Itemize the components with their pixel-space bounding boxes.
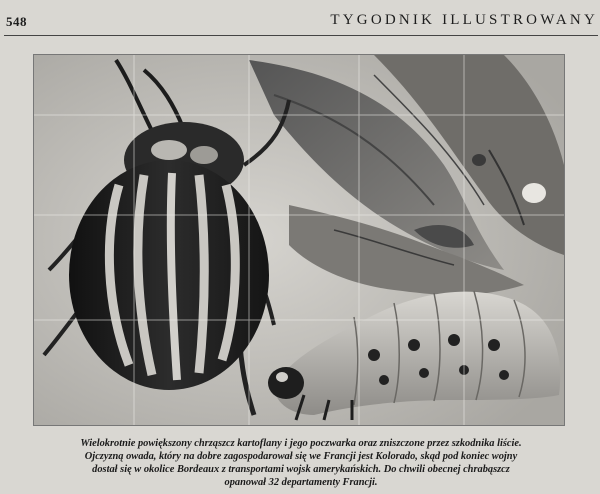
caption-line-3: dostał się w okolice Bordeaux z transportami wojsk amerykańskich. Do chwili obecnej chrabąszcz xyxy=(92,464,510,475)
header-rule xyxy=(4,35,598,36)
figure-photograph xyxy=(34,55,564,425)
caption-line-4: opanował 32 departamenty Francji. xyxy=(224,477,378,488)
caption-line-2: Ojczyzną owada, który na dobre zagospodarował się we Francji jest Kolorado, skąd pod koniec wojny xyxy=(84,451,518,462)
caption-line-1: Wielokrotnie powiększony chrząszcz kartoflany i jego poczwarka oraz zniszczone przez szkodnika liście. xyxy=(80,438,522,449)
page-number: 548 xyxy=(6,14,27,29)
figure-caption xyxy=(20,437,582,489)
running-head-title: TYGODNIK ILLUSTROWANY xyxy=(330,12,598,28)
